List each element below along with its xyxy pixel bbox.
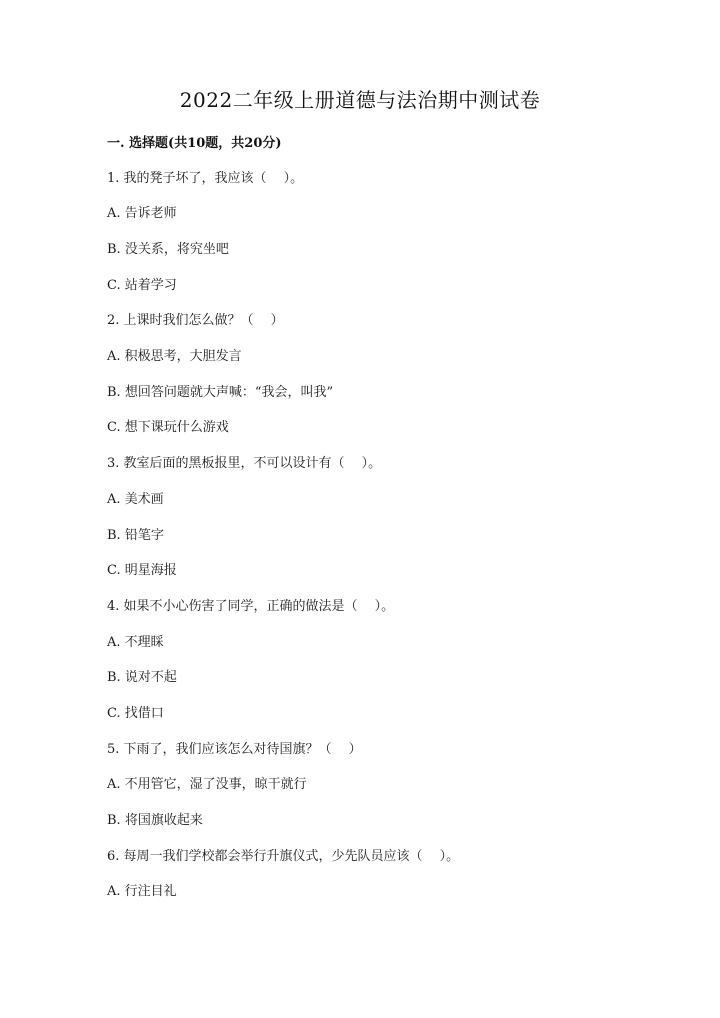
question-4-option-a: A. 不理睬 [107, 635, 164, 650]
question-1-option-c: C. 站着学习 [107, 278, 177, 293]
question-3-option-c: C. 明星海报 [107, 563, 177, 578]
question-2-option-b: B. 想回答问题就大声喊：“我会，叫我” [107, 385, 334, 400]
question-1-stem: 1. 我的凳子坏了，我应该（ ）。 [107, 171, 304, 186]
question-2-stem: 2. 上课时我们怎么做？（ ） [107, 313, 284, 328]
question-1-option-a: A. 告诉老师 [107, 206, 177, 221]
question-3-stem: 3. 教室后面的黑板报里，不可以设计有（ ）。 [107, 456, 382, 471]
document-title: 2022二年级上册道德与法治期中测试卷 [179, 88, 541, 112]
question-6-option-a: A. 行注目礼 [107, 884, 177, 899]
question-4-stem: 4. 如果不小心伤害了同学，正确的做法是（ ）。 [107, 599, 395, 614]
question-5-stem: 5. 下雨了，我们应该怎么对待国旗？（ ） [107, 742, 362, 757]
question-3-option-b: B. 铅笔字 [107, 528, 164, 543]
question-5-option-a: A. 不用管它，湿了没事，晾干就行 [107, 777, 307, 792]
question-6-stem: 6. 每周一我们学校都会举行升旗仪式，少先队员应该（ ）。 [107, 849, 460, 864]
question-4-option-c: C. 找借口 [107, 706, 164, 721]
question-2-option-a: A. 积极思考，大胆发言 [107, 349, 242, 364]
question-4-option-b: B. 说对不起 [107, 670, 177, 685]
question-3-option-a: A. 美术画 [107, 492, 164, 507]
question-1-option-b: B. 没关系，将究坐吧 [107, 242, 229, 257]
section-heading: 一. 选择题(共10题，共20分) [107, 136, 282, 151]
question-2-option-c: C. 想下课玩什么游戏 [107, 420, 229, 435]
question-5-option-b: B. 将国旗收起来 [107, 813, 203, 828]
